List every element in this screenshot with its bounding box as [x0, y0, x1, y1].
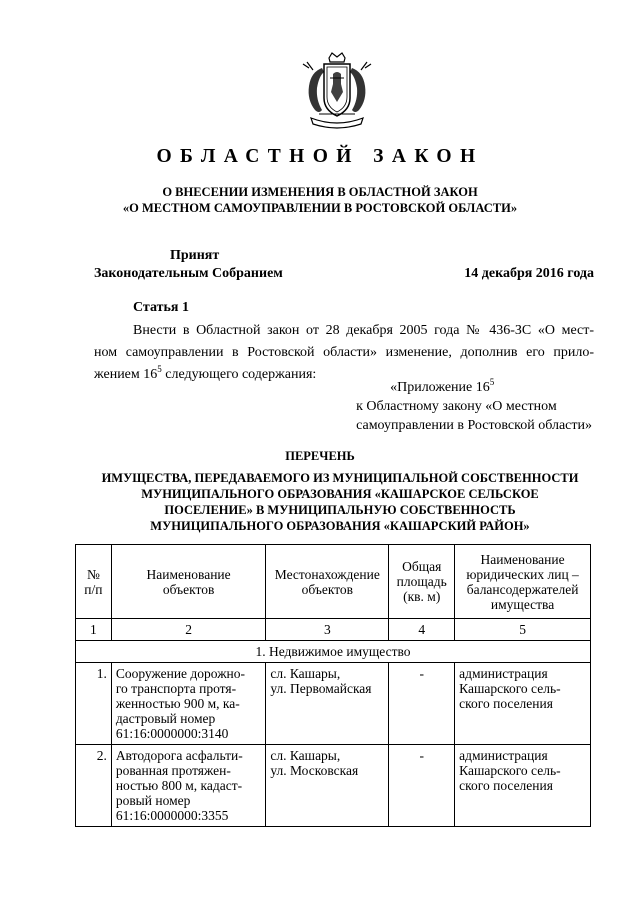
paragraph-line-1: Внести в Областной закон от 28 декабря 2005 года № 436-ЗС «О мест- — [133, 323, 594, 338]
holder-line: администрация — [459, 748, 548, 763]
header-holder — [455, 545, 591, 619]
object-name-line: ровый номер — [115, 793, 191, 808]
table-section-row — [76, 641, 591, 663]
table-column-numbers-row — [76, 619, 591, 641]
holder-line: Кашарского сель- — [459, 763, 561, 778]
location-line: сл. Кашары, — [270, 748, 341, 763]
object-name-line: Автодорога асфальти- — [115, 748, 243, 763]
header-area — [389, 545, 455, 619]
appendix-line-3: самоуправлении в Ростовской области» — [356, 418, 592, 433]
row-area: - — [389, 745, 455, 827]
list-subtitle-line-3: ПОСЕЛЕНИЕ» В МУНИЦИПАЛЬНУЮ СОБСТВЕННОСТЬ — [164, 503, 516, 517]
header-num — [76, 545, 112, 619]
header-location — [266, 545, 389, 619]
holder-line: Кашарского сель- — [459, 681, 561, 696]
row-object-name — [111, 745, 266, 827]
header-holder-line-2: юридических лиц – — [466, 566, 579, 582]
column-number: 5 — [455, 619, 591, 641]
object-name-line: ностью 800 м, кадаст- — [115, 778, 243, 793]
appendix-reference — [356, 378, 592, 435]
header-name — [111, 545, 266, 619]
column-number: 3 — [266, 619, 389, 641]
document-subtitle — [0, 184, 640, 216]
header-area-line-1: Общая — [402, 559, 442, 574]
adopted-date: 14 декабря 2016 года — [464, 266, 594, 281]
header-location-line-1: Местонахождение — [274, 566, 380, 582]
header-num-line-1: № — [86, 566, 100, 582]
holder-line: ского поселения — [459, 696, 553, 711]
article-paragraph — [94, 320, 594, 386]
header-area-line-3: (кв. м) — [403, 589, 441, 604]
header-name-line-1: Наименование — [146, 566, 231, 582]
header-holder-line-4: имущества — [490, 596, 555, 612]
header-num-line-2: п/п — [84, 581, 103, 597]
list-subtitle-line-1: ИМУЩЕСТВА, ПЕРЕДАВАЕМОГО ИЗ МУНИЦИПАЛЬНОЙ СОБСТВЕННОСТИ — [101, 471, 579, 485]
adopted-body: Законодательным Собранием — [94, 266, 283, 281]
list-subtitle-line-2: МУНИЦИПАЛЬНОГО ОБРАЗОВАНИЯ «КАШАРСКОЕ СЕЛЬСКОЕ — [141, 487, 539, 501]
article-heading: Статья 1 — [133, 300, 189, 315]
location-line: ул. Московская — [270, 763, 359, 778]
subtitle-line-1: О ВНЕСЕНИИ ИЗМЕНЕНИЯ В ОБЛАСТНОЙ ЗАКОН — [162, 185, 478, 199]
adopted-label: Принят — [170, 248, 220, 263]
object-name-line: Сооружение дорожно- — [115, 666, 245, 681]
header-holder-line-3: балансодержателей — [466, 581, 579, 597]
paragraph-line-2: ном самоуправлении в Ростовской области» изменение, дополнив его прило- — [94, 345, 594, 360]
row-location — [266, 663, 389, 745]
table-header-row — [76, 545, 591, 619]
section-heading: 1. Недвижимое имущество — [76, 641, 591, 663]
location-line: сл. Кашары, — [270, 666, 341, 681]
row-object-name — [111, 663, 266, 745]
location-line: ул. Первомайская — [270, 681, 372, 696]
paragraph-superscript: 5 — [157, 364, 162, 374]
table-row — [76, 745, 591, 827]
subtitle-line-2: «О МЕСТНОМ САМОУПРАВЛЕНИИ В РОСТОВСКОЙ ОБЛАСТИ» — [122, 201, 518, 215]
property-table — [75, 544, 591, 827]
object-name-line: рованная протяжен- — [115, 763, 231, 778]
header-area-line-2: площадь — [396, 574, 447, 589]
rostov-oblast-coat-of-arms-icon — [297, 52, 377, 134]
appendix-line-1-a: «Приложение 16 — [390, 380, 490, 395]
object-name-line: дастровый номер — [115, 711, 216, 726]
appendix-superscript: 5 — [489, 377, 495, 387]
row-number: 1. — [76, 663, 112, 745]
row-area: - — [389, 663, 455, 745]
list-subtitle — [0, 470, 640, 534]
row-holder — [455, 663, 591, 745]
row-location — [266, 745, 389, 827]
object-name-line: 61:16:0000000:3355 — [115, 808, 229, 823]
holder-line: администрация — [459, 666, 548, 681]
paragraph-line-3-a: жением 16 — [94, 367, 158, 382]
paragraph-line-3-b: следующего содержания: — [161, 367, 317, 382]
row-holder — [455, 745, 591, 827]
object-name-line: 61:16:0000000:3140 — [115, 726, 229, 741]
document-title: ОБЛАСТНОЙ ЗАКОН — [156, 146, 484, 167]
object-name-line: женностью 900 м, ка- — [115, 696, 240, 711]
table-row — [76, 663, 591, 745]
header-location-line-2: объектов — [301, 581, 354, 597]
column-number: 1 — [76, 619, 112, 641]
column-number: 2 — [111, 619, 266, 641]
list-title: ПЕРЕЧЕНЬ — [285, 449, 355, 463]
column-number: 4 — [389, 619, 455, 641]
header-name-line-2: объектов — [162, 581, 215, 597]
appendix-line-2: к Областному закону «О местном — [356, 399, 557, 414]
object-name-line: го транспорта протя- — [115, 681, 237, 696]
header-holder-line-1: Наименование — [480, 551, 565, 567]
row-number: 2. — [76, 745, 112, 827]
holder-line: ского поселения — [459, 778, 553, 793]
appendix-line-1 — [356, 378, 592, 397]
list-subtitle-line-4: МУНИЦИПАЛЬНОГО ОБРАЗОВАНИЯ «КАШАРСКИЙ РАЙОН» — [150, 519, 530, 533]
